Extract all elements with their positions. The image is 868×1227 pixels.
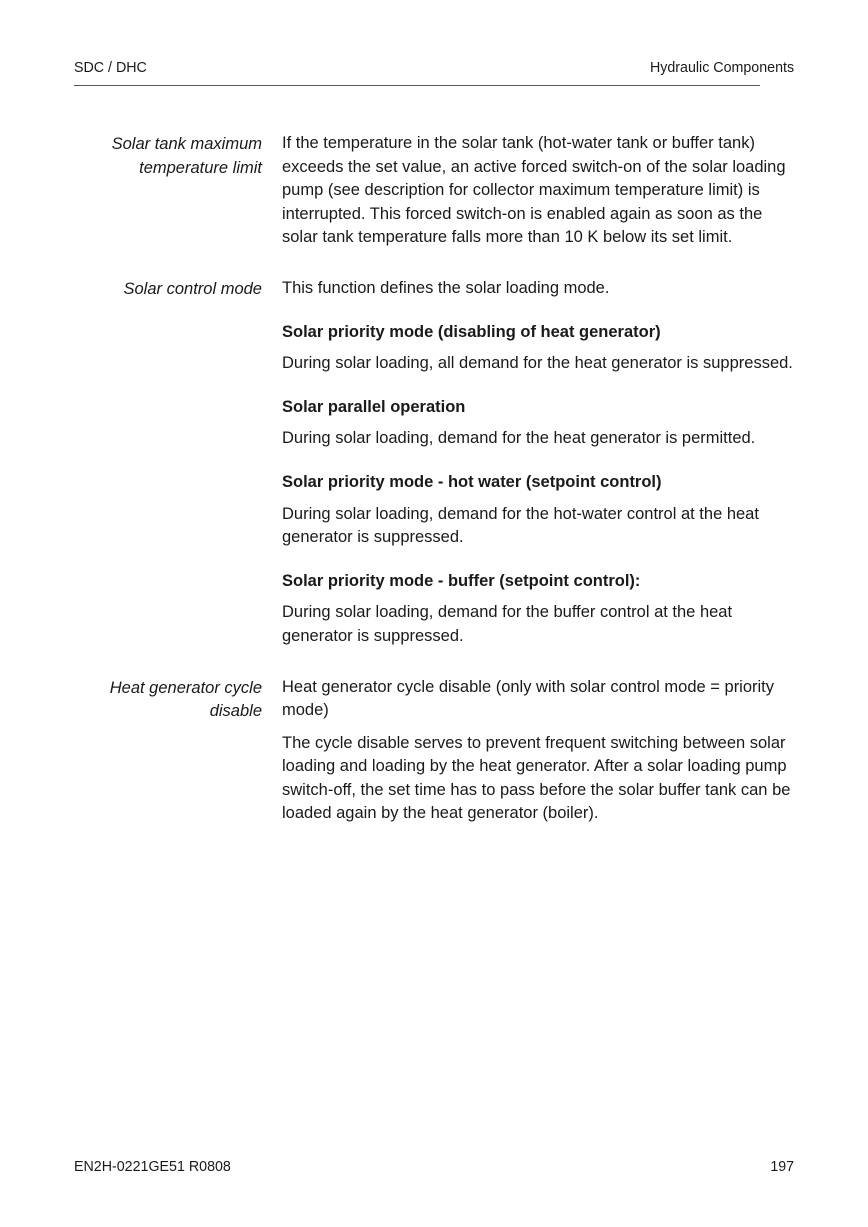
paragraph: Heat generator cycle disable (only with solar control mode = priority mode) xyxy=(282,677,775,720)
term-description xyxy=(282,277,796,658)
term-description xyxy=(282,132,796,259)
footer-document-code: EN2H-0221GE51 R0808 xyxy=(74,1158,231,1175)
page-header xyxy=(74,57,795,86)
paragraph: During solar loading, demand for the buffer control at the heat generator is suppressed. xyxy=(282,603,733,645)
definition-solar-control-mode xyxy=(74,277,796,658)
definition-heat-generator-cycle-disable xyxy=(74,676,796,836)
term-label: Solar tank maximum temperature limit xyxy=(111,135,262,177)
paragraph: During solar loading, all demand for the heat generator is suppressed. xyxy=(282,354,793,373)
subheading: Solar priority mode - buffer (setpoint control): xyxy=(282,571,641,590)
header-chapter-title: Hydraulic Components xyxy=(649,59,795,76)
subheading: Solar priority mode (disabling of heat generator) xyxy=(282,322,661,341)
header-document-title: SDC / DHC xyxy=(74,59,147,76)
page-content xyxy=(74,132,796,853)
paragraph: If the temperature in the solar tank (hot-water tank or buffer tank) exceeds the set value, an active forced switch-on of the solar loading pump (see description for collector maximum temperature limit) is interrupted. This forced switch-on is enabled again as soon as the solar tank temperature falls more than 10 K below its set limit. xyxy=(282,134,786,247)
definition-solar-tank-max-temp xyxy=(74,132,796,259)
paragraph: During solar loading, demand for the heat generator is permitted. xyxy=(282,429,756,448)
paragraph: During solar loading, demand for the hot-water control at the heat generator is suppressed. xyxy=(282,504,759,547)
page-number: 197 xyxy=(770,1158,795,1175)
subheading: Solar priority mode - hot water (setpoint control) xyxy=(282,472,662,491)
subheading: Solar parallel operation xyxy=(282,397,466,416)
term-description xyxy=(282,676,796,836)
term-label: Solar control mode xyxy=(123,279,262,298)
paragraph: The cycle disable serves to prevent frequent switching between solar loading and loading by the heat generator. After a solar loading pump switch-off, the set time has to pass before the solar buffer tank can be loaded again by the heat generator (boiler). xyxy=(282,733,791,823)
paragraph: This function defines the solar loading mode. xyxy=(282,278,610,297)
term-label: Heat generator cycle disable xyxy=(109,678,262,721)
